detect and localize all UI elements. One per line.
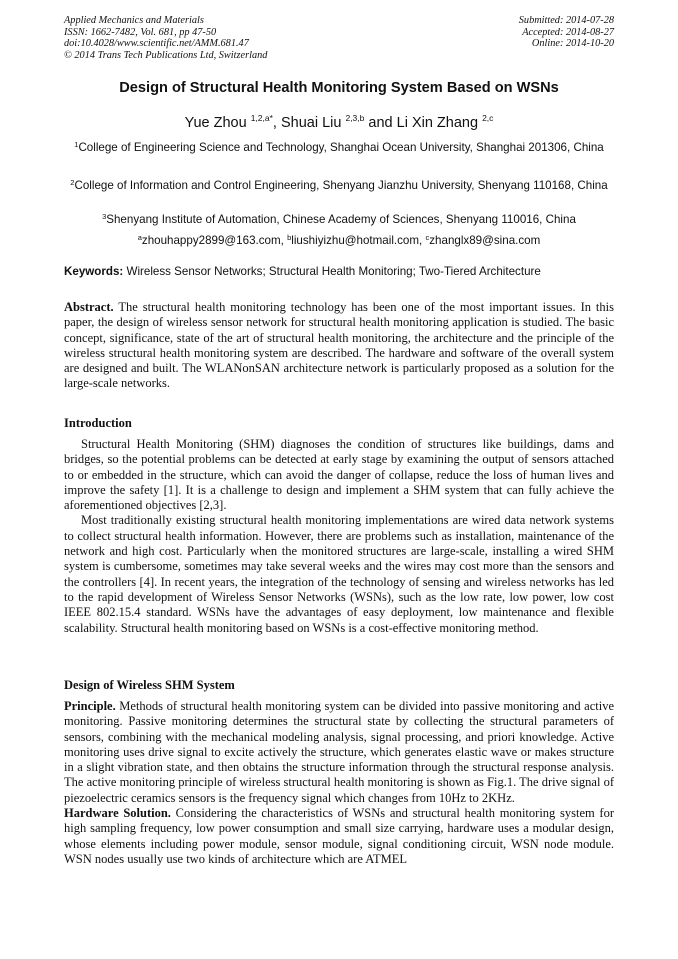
- section-heading-introduction: Introduction: [64, 416, 132, 430]
- email-mark: a: [137, 233, 142, 242]
- principle-text: Methods of structural health monitoring system can be divided into passive monitoring and active monitoring. Passive monitoring determines the structural state by collecting the structural parameters of sensors, combining with the mechanical modeling analysis, signal processing, and priori knowledge. Active monitoring uses drive signal to excite actively the structure, which generates elastic wave or makes structure in a slight vibration state, and then obtains the structure information through the structural response analysis. The active monitoring principle of wireless structural health monitoring is shown as Fig.1. The drive signal of piezoelectric ceramics sensors is the frequency signal which changes from 10Hz to 2KHz.: [64, 699, 615, 805]
- keywords: [64, 265, 614, 278]
- copyright-line: © 2014 Trans Tech Publications Ltd, Switzerland: [64, 49, 268, 61]
- email-mark: b: [287, 233, 292, 242]
- journal-name: Applied Mechanics and Materials: [64, 15, 204, 26]
- paragraph: Structural Health Monitoring (SHM) diagnoses the condition of structures like buildings, dams and bridges, so the potential problems can be detected at early stage by examining the output of sensors attached to or embedded in the structure, which can avoid the danger of collapse, reduce the loss of human lives and improve the safety [1]. It is a challenge to design and implement a SHM system that can fully achieve the aforementioned objectives [2,3].: [64, 437, 614, 513]
- paragraph-principle: [64, 699, 614, 806]
- paper-title: Design of Structural Health Monitoring System Based on WSNs: [119, 80, 559, 96]
- keywords-label: Keywords:: [64, 265, 124, 278]
- email-separator: ,: [419, 234, 426, 247]
- online-date: Online: 2014-10-20: [531, 38, 614, 50]
- author-name: Li Xin Zhang: [396, 115, 479, 131]
- accepted-date: Accepted: 2014-08-27: [522, 26, 614, 38]
- email-address: zhouhappy2899@163.com: [141, 234, 281, 247]
- issn-line: ISSN: 1662-7482, Vol. 681, pp 47-50: [64, 26, 217, 38]
- affiliation-number: 3: [102, 212, 107, 221]
- author-list: [40, 113, 638, 131]
- author-separator: and: [364, 115, 397, 131]
- author-affiliation-mark: 1,2,a*: [250, 113, 273, 123]
- design-body: [64, 699, 614, 867]
- email-address: zhanglx89@sina.com: [429, 234, 541, 247]
- affiliation-text: College of Engineering Science and Technology, Shanghai Ocean University, Shanghai 201306, China: [78, 141, 604, 154]
- author-affiliation-mark: 2,3,b: [345, 113, 365, 123]
- abstract-label: Abstract.: [64, 300, 114, 314]
- introduction-body: [64, 437, 614, 636]
- abstract: [64, 300, 614, 392]
- doi-line: doi:10.4028/www.scientific.net/AMM.681.47: [64, 38, 249, 50]
- author-name: Yue Zhou: [184, 115, 247, 131]
- email-address: liushiyizhu@hotmail.com: [291, 234, 420, 247]
- paragraph: Most traditionally existing structural health monitoring implementations are wired data network systems to collect structural health information. However, there are problems such as installation, maintenance of the network and high cost. Particularly when the monitored structures are large-scale, installing a wired SHM system is cumbersome, sometimes may take several weeks and the wires may cost more than the sensors and the controllers [4]. In recent years, the integration of the technology of sensing and wireless networks has led to the rapid development of Wireless Sensor Networks (WSNs), such as the low rate, low power, low cost IEEE 802.15.4 standard. WSNs have the advantages of easy deployment, low maintenance and flexible scalability. Structural health monitoring based on WSNs is a cost-effective monitoring method.: [64, 513, 614, 635]
- principle-label: Principle.: [64, 699, 116, 713]
- affiliation-text: Shenyang Institute of Automation, Chinese Academy of Sciences, Shenyang 110016, China: [106, 213, 576, 226]
- keywords-text: Wireless Sensor Networks; Structural Health Monitoring; Two-Tiered Architecture: [126, 265, 541, 278]
- hardware-text: Considering the characteristics of WSNs and structural health monitoring system for high sampling frequency, low power consumption and small size carrying, hardware uses a modular design, whose elements including power module, sensor module, signal conditioning circuit, WSN node module. WSN nodes usually use two kinds of architecture which are ATMEL: [64, 806, 614, 866]
- email-separator: ,: [280, 234, 288, 247]
- section-heading-design: Design of Wireless SHM System: [64, 678, 235, 692]
- affiliation-text: College of Information and Control Engineering, Shenyang Jianzhu University, Shenyang 110168, China: [74, 179, 608, 192]
- author-emails: [64, 230, 614, 248]
- publication-dates: [374, 15, 614, 50]
- submitted-date: Submitted: 2014-07-28: [518, 15, 614, 26]
- affiliation-number: 2: [70, 178, 75, 187]
- author-affiliation-mark: 2,c: [482, 113, 494, 123]
- paragraph-hardware: [64, 806, 614, 867]
- email-mark: c: [425, 233, 430, 242]
- affiliation: [64, 137, 614, 155]
- author-separator: ,: [272, 115, 281, 131]
- affiliation: [64, 209, 614, 227]
- affiliation-number: 1: [74, 140, 79, 149]
- author-name: Shuai Liu: [280, 115, 342, 131]
- hardware-label: Hardware Solution.: [64, 806, 171, 821]
- affiliation: [64, 175, 614, 193]
- journal-info: [64, 15, 364, 61]
- abstract-text: The structural health monitoring technology has been one of the most important issues. In this paper, the design of wireless sensor network for structural health monitoring application is studied. The basic concept, significance, state of the art of structural health monitoring, the architecture and the principle of the wireless structural health monitoring system are described. The hardware and software of the overall system are designed and built. The WLANonSAN architecture network is particularly proposed as a solution for the large-scale networks.: [64, 300, 614, 391]
